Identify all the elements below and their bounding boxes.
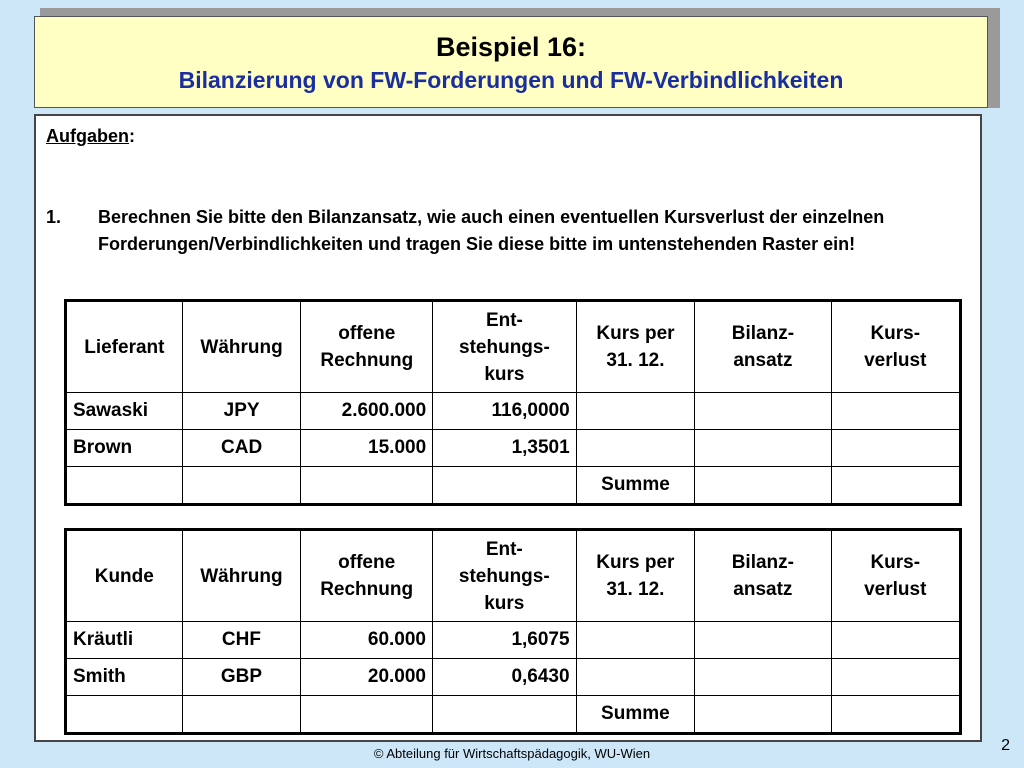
- column-header: [66, 301, 183, 393]
- column-header-line: Währung: [200, 565, 283, 587]
- table-cell: GBP: [182, 659, 301, 696]
- table-cell: 1,3501: [433, 430, 577, 467]
- table-row: [66, 696, 961, 734]
- table-cell: Summe: [576, 696, 695, 734]
- column-header-line: Rechnung: [320, 350, 414, 371]
- column-header-line: stehungs-: [458, 565, 550, 587]
- table-cell: 2.600.000: [301, 393, 433, 430]
- column-header-line: Kurs per: [596, 323, 675, 344]
- empty-cell: [831, 393, 960, 430]
- footer-copyright: © Abteilung für Wirtschaftspädagogik, WU-Wien: [373, 746, 651, 761]
- column-header: [695, 301, 831, 393]
- column-header-line: 31. 12.: [606, 579, 665, 600]
- page-number: 2: [1001, 737, 1010, 754]
- empty-cell: [576, 393, 695, 430]
- empty-cell: [433, 467, 577, 505]
- task-item: [46, 204, 966, 258]
- empty-cell: [182, 467, 301, 505]
- table-cell: Summe: [576, 467, 695, 505]
- column-header-line: Ent-: [485, 309, 523, 331]
- column-header-line: 31. 12.: [606, 350, 665, 371]
- empty-cell: [433, 696, 577, 734]
- column-header-line: offene: [338, 323, 396, 344]
- table-cell: Sawaski: [66, 393, 183, 430]
- table-cell: Kräutli: [66, 622, 183, 659]
- column-header-line: Kurs per: [596, 552, 675, 573]
- column-header: [576, 301, 695, 393]
- table-cell: 15.000: [301, 430, 433, 467]
- table-cell: 20.000: [301, 659, 433, 696]
- column-header-line: Rechnung: [320, 579, 414, 600]
- page-title: Beispiel 16:: [435, 32, 587, 62]
- column-header-line: verlust: [864, 350, 927, 371]
- empty-cell: [576, 430, 695, 467]
- column-header-line: Kunde: [94, 565, 154, 587]
- content-box: [34, 114, 982, 742]
- column-header: [433, 301, 577, 393]
- column-header-line: offene: [338, 552, 396, 573]
- aufgaben-colon: :: [129, 126, 135, 146]
- column-header-line: ansatz: [733, 579, 793, 600]
- column-header-line: verlust: [864, 579, 927, 600]
- title-box: [34, 16, 988, 108]
- table-row: [66, 393, 961, 430]
- empty-cell: [182, 696, 301, 734]
- empty-cell: [831, 430, 960, 467]
- empty-cell: [66, 467, 183, 505]
- table-cell: 0,6430: [433, 659, 577, 696]
- column-header-line: Ent-: [485, 538, 523, 560]
- table-cell: Smith: [66, 659, 183, 696]
- column-header-line: Bilanz-: [731, 323, 795, 344]
- empty-cell: [695, 393, 831, 430]
- empty-cell: [695, 430, 831, 467]
- column-header: [182, 301, 301, 393]
- column-header: [301, 530, 433, 622]
- lieferant-table: [64, 299, 962, 506]
- column-header: [301, 301, 433, 393]
- table-cell: Brown: [66, 430, 183, 467]
- empty-cell: [301, 696, 433, 734]
- table-header-row: [66, 530, 961, 622]
- empty-cell: [831, 467, 960, 505]
- empty-cell: [301, 467, 433, 505]
- column-header: [66, 530, 183, 622]
- empty-cell: [695, 622, 831, 659]
- table-cell: 116,0000: [433, 393, 577, 430]
- column-header: [182, 530, 301, 622]
- column-header: [831, 530, 960, 622]
- empty-cell: [695, 467, 831, 505]
- table-cell: CHF: [182, 622, 301, 659]
- aufgaben-heading: [46, 126, 135, 147]
- page-subtitle: Bilanzierung von FW-Forderungen und FW-Verbindlichkeiten: [178, 67, 844, 93]
- column-header-line: ansatz: [733, 350, 793, 371]
- empty-cell: [831, 696, 960, 734]
- column-header: [433, 530, 577, 622]
- column-header-line: kurs: [484, 592, 525, 614]
- table-row: [66, 430, 961, 467]
- table-row: [66, 659, 961, 696]
- empty-cell: [576, 659, 695, 696]
- table-cell: 60.000: [301, 622, 433, 659]
- empty-cell: [66, 696, 183, 734]
- table-cell: JPY: [182, 393, 301, 430]
- column-header-line: Währung: [200, 336, 283, 358]
- empty-cell: [831, 622, 960, 659]
- empty-cell: [831, 659, 960, 696]
- empty-cell: [576, 622, 695, 659]
- table-cell: 1,6075: [433, 622, 577, 659]
- table-header-row: [66, 301, 961, 393]
- empty-cell: [695, 659, 831, 696]
- kunde-table: [64, 528, 962, 735]
- column-header: [576, 530, 695, 622]
- column-header-line: Bilanz-: [731, 552, 794, 573]
- task-text: Berechnen Sie bitte den Bilanzansatz, wie auch einen eventuellen Kursverlust der einzelnen Forderungen/Verbindlichkeiten und tragen Sie diese bitte im untenstehenden Raster ein!: [98, 207, 885, 254]
- empty-cell: [695, 696, 831, 734]
- table-row: [66, 467, 961, 505]
- column-header-line: kurs: [484, 363, 525, 385]
- column-header: [695, 530, 831, 622]
- column-header-line: stehungs-: [459, 336, 550, 358]
- table-row: [66, 622, 961, 659]
- column-header: [831, 301, 960, 393]
- aufgaben-label: Aufgaben: [46, 126, 129, 146]
- column-header-line: Lieferant: [84, 336, 165, 358]
- task-number: 1.: [46, 207, 62, 227]
- table-cell: CAD: [182, 430, 301, 467]
- column-header-line: Kurs-: [870, 552, 921, 573]
- column-header-line: Kurs-: [870, 323, 921, 344]
